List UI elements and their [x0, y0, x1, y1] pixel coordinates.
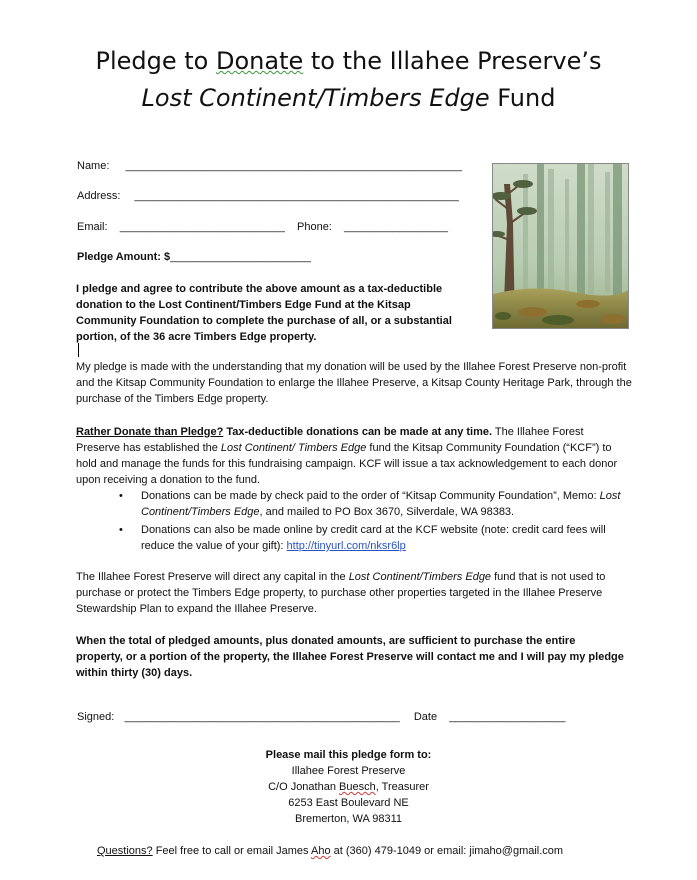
title-line2-post: Fund: [489, 84, 556, 112]
rather-donate-bold: Tax-deductible donations can be made at any time.: [223, 426, 493, 438]
pledge-statement: I pledge and agree to contribute the above amount as a tax-deductible donation to the Lost Continent/Timbers Edge Fund at the Kitsap Community Foundation to complete the purchase of all, or a substantial portion, of the 36 acre Timbers Edge property.: [76, 283, 452, 343]
mail-line2-pre: C/O Jonathan: [268, 781, 340, 793]
bullet-icon: •: [119, 524, 123, 536]
title-line1-pre: Pledge to: [95, 47, 216, 75]
capital-paragraph: [76, 569, 616, 617]
rather-donate-heading: Rather Donate than Pledge?: [76, 426, 224, 438]
capital-text-a: The Illahee Forest Preserve will direct any capital in the: [76, 571, 349, 583]
signed-label: Signed:: [77, 711, 115, 723]
bullet-check-memo-italic: Lost Continent/Timbers Edge: [141, 490, 621, 518]
title-line1-post: to the Illahee Preserve’s: [303, 47, 602, 75]
address-field-row: [77, 189, 459, 204]
understanding-paragraph: My pledge is made with the understanding that my donation will be used by the Illahee Forest Preserve non-profit and the Kitsap Community Foundation to enlarge the Illahee Preserve, a Kitsap County Heritage Park, through the purchase of the Timbers Edge property.: [76, 361, 632, 405]
pledge-amount-input-line[interactable]: _______________________: [170, 251, 311, 263]
text-cursor: [78, 343, 79, 357]
footer-aho-name: Aho: [311, 845, 331, 857]
pledge-amount-row: [77, 250, 311, 265]
bullet-text-check: [141, 488, 636, 520]
name-label: Name:: [77, 160, 110, 172]
bullet-item-check: [119, 488, 639, 520]
forest-painting-image: [492, 163, 629, 329]
date-label: Date: [413, 711, 438, 723]
rather-donate-text-b: fund the Kitsap Community Foundation (“KCF”) to hold and manage the funds for this fundraising campaign. KCF will issue a tax acknowledgement to each donor upon receiving a donation to the fund.: [76, 442, 618, 486]
footer-contact: [97, 844, 657, 859]
mail-line-org: Illahee Forest Preserve: [291, 765, 406, 777]
footer-questions: Questions?: [97, 845, 153, 857]
page-title: [0, 47, 697, 75]
footer-text-b: at (360) 479-1049 or email: jimaho@gmail.com: [330, 845, 564, 857]
name-field-row: [77, 159, 462, 174]
email-phone-row: [77, 220, 448, 235]
title-donate-word: Donate: [215, 47, 304, 75]
forest-painting-icon: [493, 164, 628, 328]
fund-name-italic: Lost Continent/Timbers Edge: [141, 84, 490, 112]
footer-text-a: Feel free to call or email James: [152, 845, 311, 857]
kcf-donation-link[interactable]: http://tinyurl.com/nksr6lp: [286, 540, 406, 552]
signature-input-line[interactable]: _____________________________________________: [124, 711, 400, 723]
bullet-text-online: [141, 522, 636, 554]
treasurer-name: Buesch: [339, 781, 376, 793]
email-label: Email:: [77, 221, 108, 233]
capital-fund-italic: Lost Continent/Timbers Edge: [348, 571, 492, 583]
pledge-amount-label: Pledge Amount: $: [77, 251, 171, 263]
mail-line-city: Bremerton, WA 98311: [295, 813, 402, 825]
address-input-line[interactable]: _____________________________________________________: [134, 190, 459, 202]
mail-line-street: 6253 East Boulevard NE: [288, 797, 409, 809]
date-input-line[interactable]: ___________________: [449, 711, 566, 723]
mail-line2-post: , Treasurer: [375, 781, 429, 793]
address-label: Address:: [77, 190, 121, 202]
bullet-check-text-a: Donations can be made by check paid to the order of “Kitsap Community Foundation”, Memo:: [141, 490, 600, 502]
page-subtitle: [0, 84, 697, 112]
bullet-check-text-b: , and mailed to PO Box 3670, Silverdale, WA 98383.: [259, 506, 515, 518]
capital-text-b: fund that is not used to purchase or protect the Timbers Edge property, to purchase other properties targeted in the Illahee Preserve Stewardship Plan to expand the Illahee Preserve.: [76, 571, 606, 615]
rather-donate-paragraph: [76, 424, 624, 488]
rather-donate-fund-italic: Lost Continent/ Timbers Edge: [220, 442, 367, 454]
bullet-item-online: [119, 522, 639, 554]
email-input-line[interactable]: ___________________________: [119, 221, 285, 233]
mailing-address-block: [0, 747, 697, 827]
phone-label: Phone:: [297, 221, 332, 233]
bullet-online-text: Donations can also be made online by credit card at the KCF website (note: credit card fees will reduce the value of your gift):: [141, 524, 606, 552]
contact-pledge-paragraph: When the total of pledged amounts, plus donated amounts, are sufficient to purchase the entire property, or a portion of the property, the Illahee Forest Preserve will contact me and I will pay my pledge within thirty (30) days.: [76, 635, 624, 679]
mail-heading: Please mail this pledge form to:: [265, 749, 432, 761]
rather-donate-text-a: The Illahee Forest Preserve has established the: [76, 426, 584, 454]
name-input-line[interactable]: _______________________________________________________: [125, 160, 463, 172]
mail-line-treasurer: [0, 779, 697, 795]
phone-input-line[interactable]: _________________: [344, 221, 449, 233]
bullet-icon: •: [119, 490, 123, 502]
signature-row: [77, 710, 565, 725]
